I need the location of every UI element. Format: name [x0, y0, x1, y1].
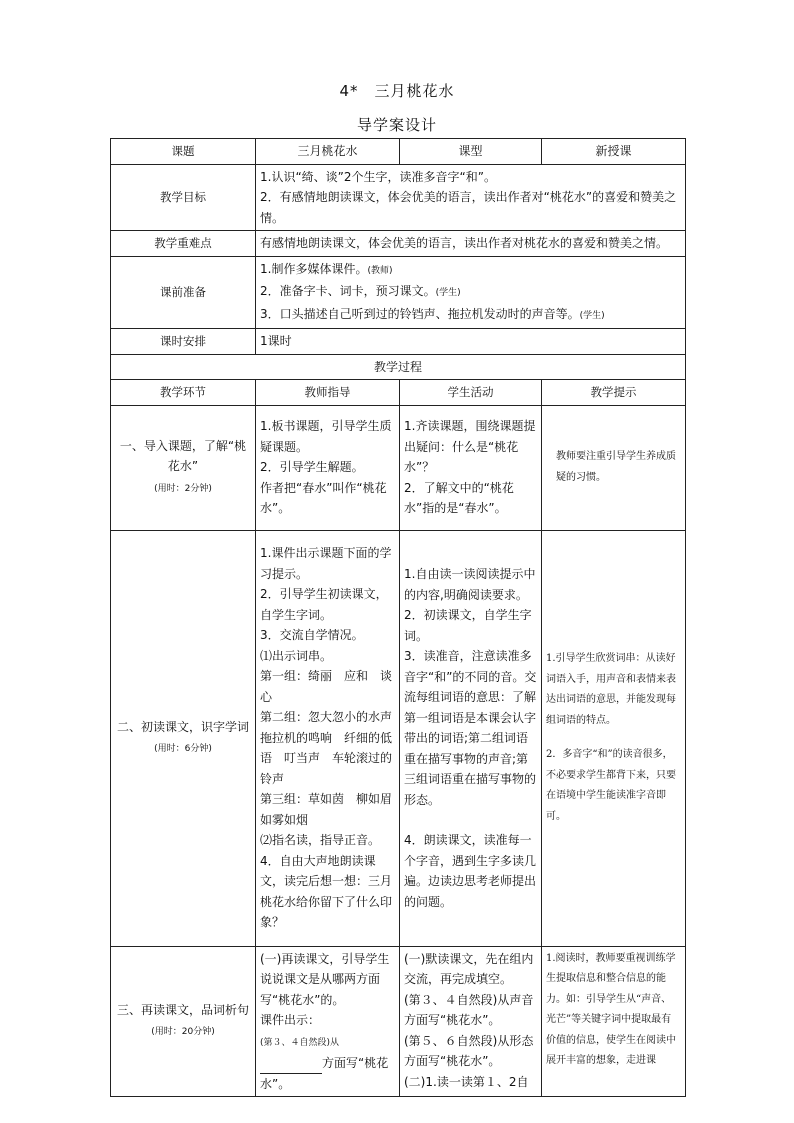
prep-label: 课前准备 — [111, 256, 256, 329]
student-activity-cell: 1.齐读课题，围绕课题提出疑问：什么是“桃花水”？ 2．了解文中的“桃花水”指的是“春水”。 — [400, 405, 542, 530]
process-heading-row — [111, 354, 686, 380]
prep-item: 3．口头描述自己听到过的铃铛声、拖拉机发动时的声音等。(学生) — [260, 306, 605, 321]
goals-cell — [256, 164, 686, 231]
stage-name-cell — [111, 946, 256, 1097]
stage-time: (用时：6分钟) — [154, 744, 212, 754]
stage-name: 一、导入课题，了解“桃花水” — [119, 438, 247, 474]
teacher-guidance-cell: (一)再读课文，引导学生说说课文是从哪两方面写“桃花水”的。 课件出示： (第３、４自然段)从 方面写“桃花水”。 — [256, 946, 400, 1097]
topic-value: 三月桃花水 — [256, 139, 400, 165]
teaching-tip-cell: 教师要注重引导学生养成质疑的习惯。 — [542, 405, 686, 530]
col-student-header: 学生活动 — [400, 380, 542, 406]
process-heading: 教学过程 — [111, 354, 686, 380]
process-columns-row — [111, 380, 686, 406]
stage-name-cell — [111, 530, 256, 946]
stage-row — [111, 946, 686, 1097]
col-tips-header: 教学提示 — [542, 380, 686, 406]
teaching-tip-cell: 1.阅读时，教师要重视训练学生提取信息和整合信息的能力。如：引导学生从“声音、光芒”等关键字词中提取最有价值的信息，使学生在阅读中展开丰富的想象，走进课 — [542, 946, 686, 1097]
goal-item: 1.认识“绮、谈”2个生字，读准多音字“和”。 — [260, 169, 496, 184]
lesson-plan-table — [110, 138, 686, 1097]
time-label: 课时安排 — [111, 329, 256, 355]
prep-note: (教师) — [367, 265, 393, 276]
prep-note: (学生) — [579, 310, 605, 321]
key-points-label: 教学重难点 — [111, 231, 256, 257]
prep-cell — [256, 256, 686, 329]
prep-row — [111, 256, 686, 329]
goals-label: 教学目标 — [111, 164, 256, 231]
student-activity-cell: (一)默读课文，先在组内交流，再完成填空。 (第３、４自然段)从声音方面写“桃花水”。 (第５、６自然段)从形态方面写“桃花水”。 (二)1.读一读第１、2自 — [400, 946, 542, 1097]
document-title: 4* 三月桃花水 — [339, 82, 455, 100]
col-stage-header: 教学环节 — [111, 380, 256, 406]
teacher-guidance-cell: 1.课件出示课题下面的学习提示。 2．引导学生初读课文，自学生字词。 3．交流自学情况。 ⑴出示词串。 第一组：绮丽 应和 谈心 第二组：忽大忽小的水声 拖拉机的鸣响 纤细的低语 叮当声 车轮滚过的铃声 第三组：草如茵 柳如眉 如雾如烟 ⑵指名读，指导正音。 4．自由大声地朗读课文，读完后想一想：三月桃花水给你留下了什么印象？ — [256, 530, 400, 946]
time-row — [111, 329, 686, 355]
goals-row — [111, 164, 686, 231]
prep-item: 2．准备字卡、词卡，预习课文。(学生) — [260, 284, 461, 298]
stage-name: 三、再读课文，品词析句 — [116, 1002, 249, 1017]
stage-time: (用时：20分钟) — [151, 1027, 215, 1038]
stage-name-cell — [111, 405, 256, 530]
time-value: 1课时 — [256, 329, 686, 355]
type-value: 新授课 — [542, 139, 686, 165]
key-points-text: 有感情地朗读课文，体会优美的语言，读出作者对桃花水的喜爱和赞美之情。 — [256, 231, 686, 257]
type-label: 课型 — [400, 139, 542, 165]
prep-item: 1.制作多媒体课件。(教师) — [260, 261, 393, 276]
student-activity-cell: 1.自由读一读阅读提示中的内容,明确阅读要求。 2．初读课文，自学生字词。 3．读准音，注意读准多音字“和”的不同的音。交流每组词语的意思：了解第一组词语是本课会认字带出的词语;第二组词语重在描写事物的声音;第三组词语重在描写事物的形态。 4．朗读课文，读准每一个字音，遇到生字多读几遍。边读边思考老师提出的问题。 — [400, 530, 542, 946]
header-row — [111, 139, 686, 165]
stage-time: (用时：2分钟) — [154, 483, 212, 494]
col-teacher-header: 教师指导 — [256, 380, 400, 406]
topic-label: 课题 — [111, 139, 256, 165]
stage-row — [111, 530, 686, 946]
key-points-row — [111, 231, 686, 257]
teacher-guidance-cell: 1.板书课题，引导学生质疑课题。 2．引导学生解题。 作者把“春水”叫作“桃花水”。 — [256, 405, 400, 530]
prep-note: (学生) — [435, 288, 461, 298]
stage-name: 二、初读课文，识字学词 — [116, 719, 249, 734]
stage-row — [111, 405, 686, 530]
fill-in-blank — [260, 1061, 322, 1074]
teaching-tip-cell: 1.引导学生欣赏词串：从读好词语入手，用声音和表情来表达出词语的意思，并能发现每组词语的特点。 2．多音字“和”的读音很多，不必要求学生都背下来，只要在语境中学生能读准字音即可。 — [542, 530, 686, 946]
goal-item: 2．有感情地朗读课文，体会优美的语言，读出作者对“桃花水”的喜爱和赞美之情。 — [260, 190, 677, 225]
document-subtitle: 导学案设计 — [356, 116, 437, 134]
